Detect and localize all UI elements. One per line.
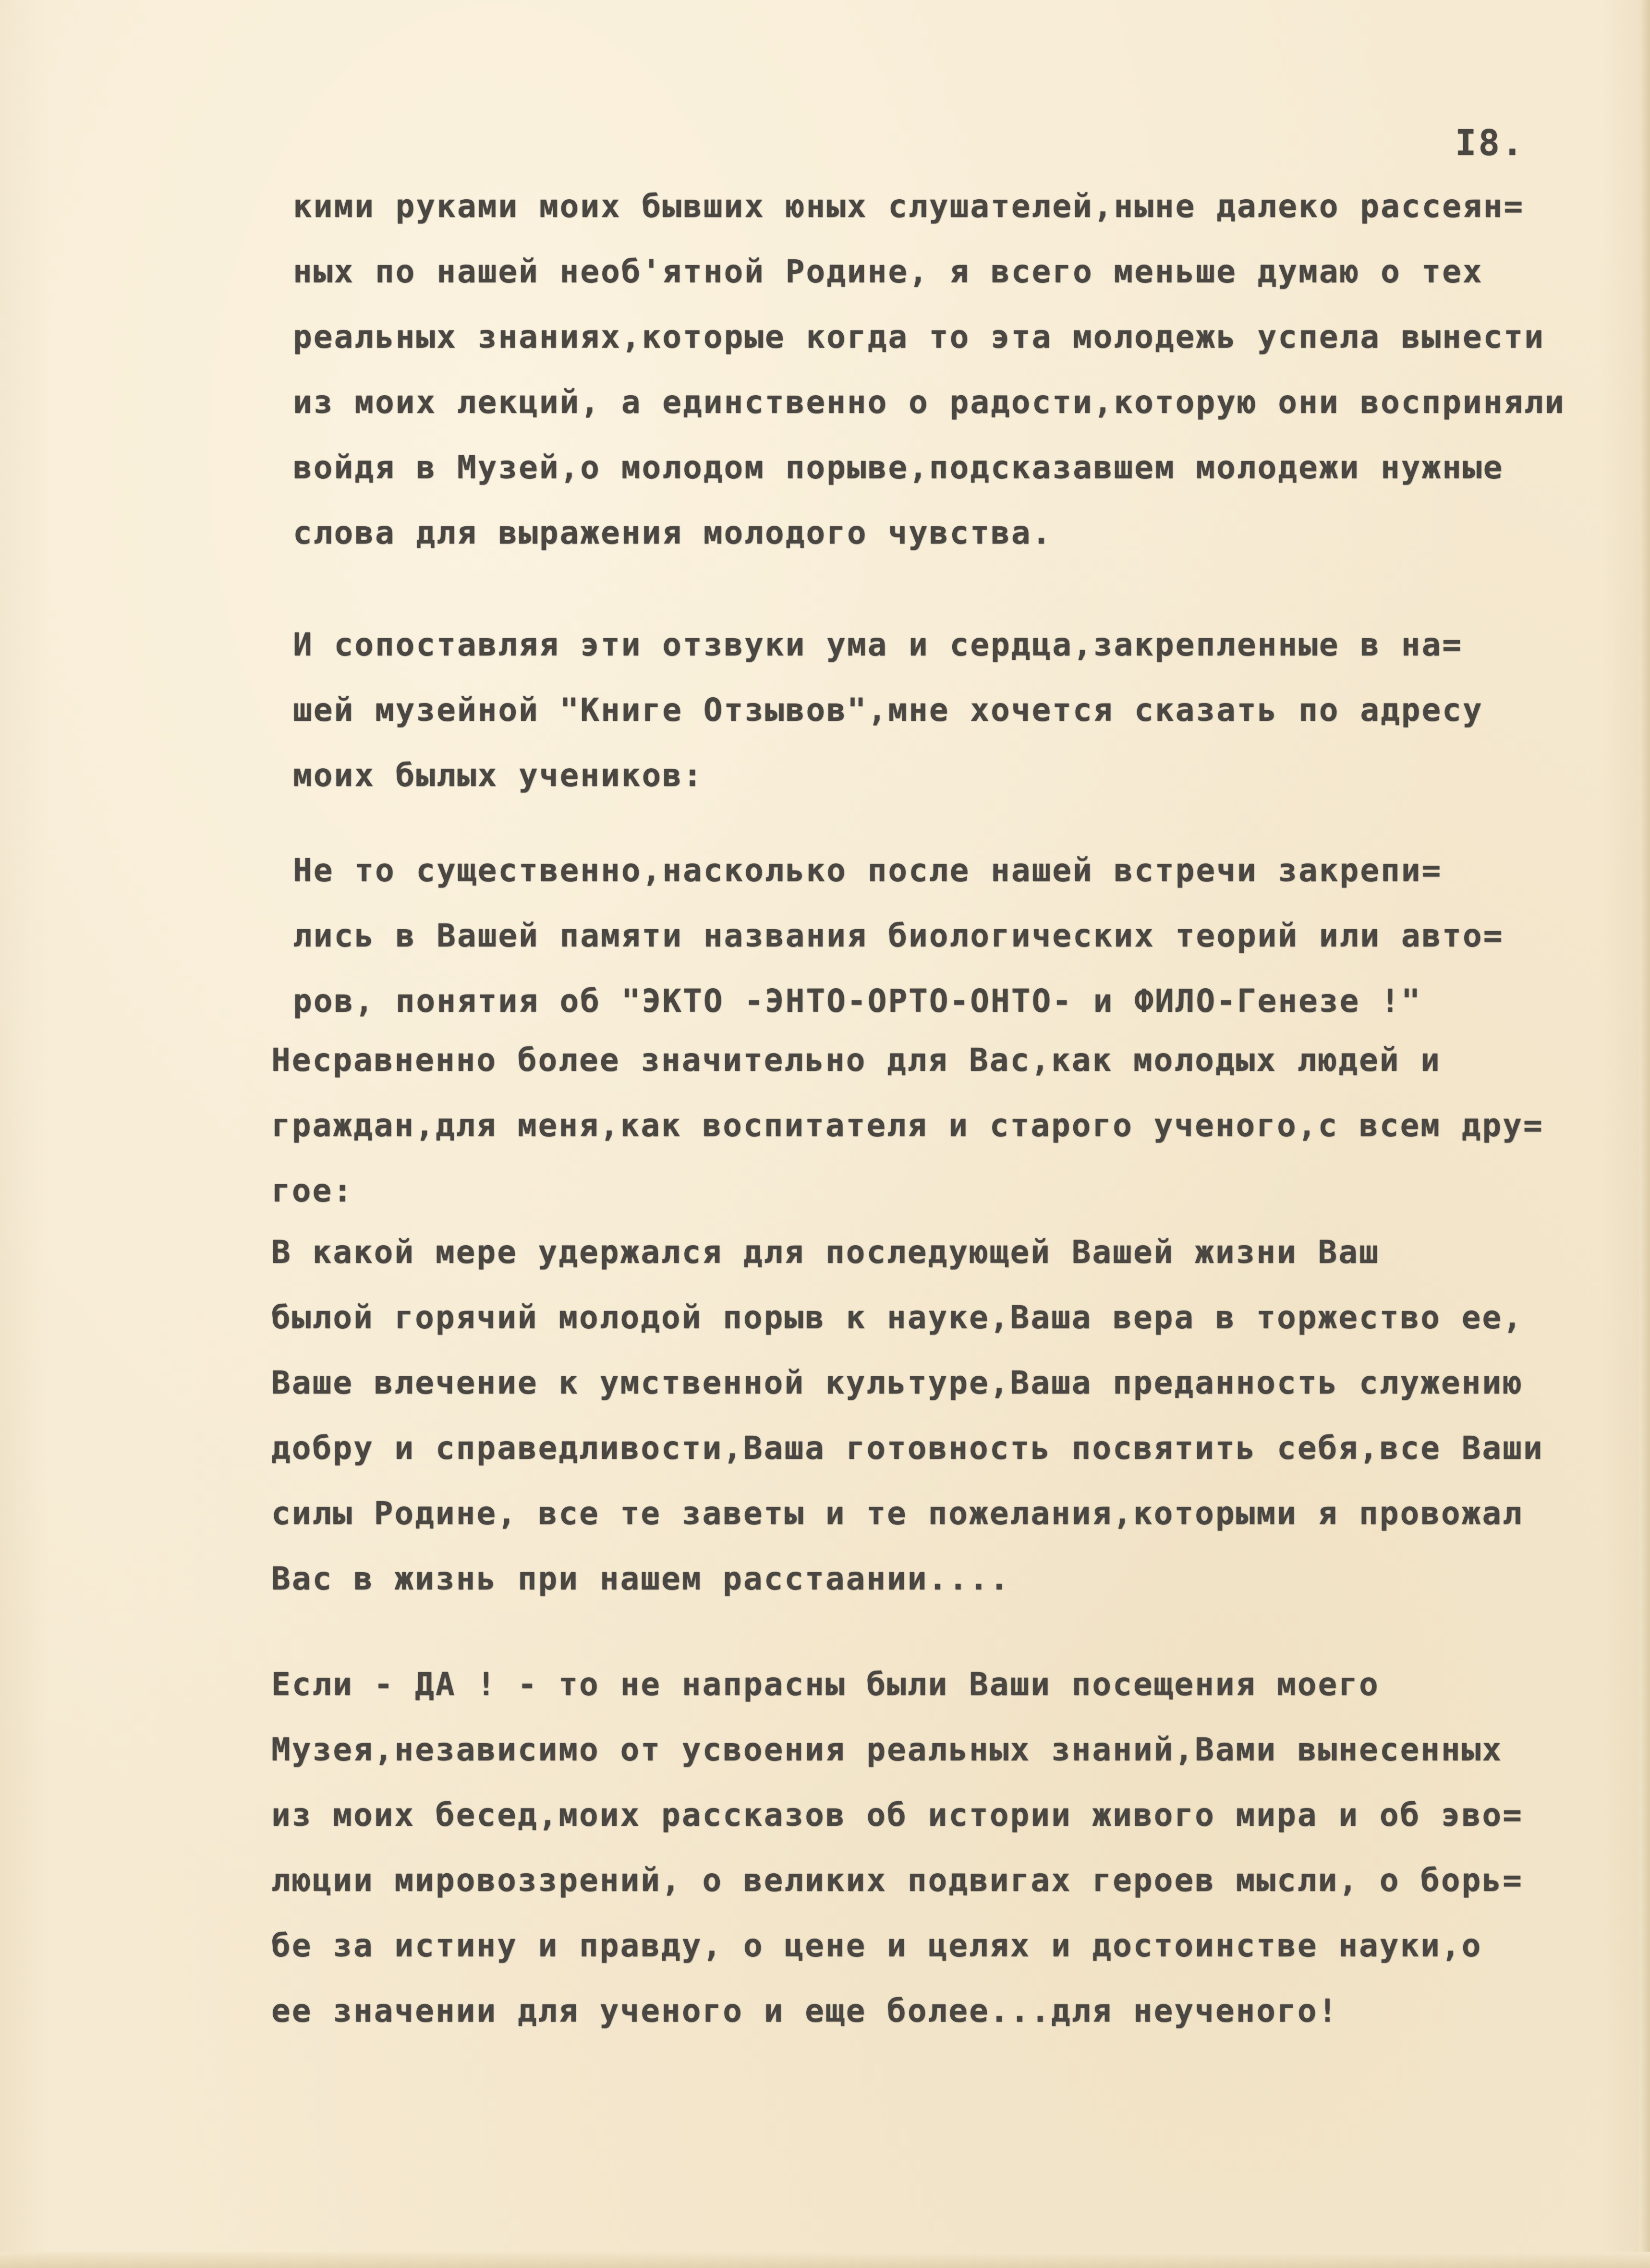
paragraph-6: Если - ДА ! - то не напрасны были Ваши посещения моего Музея,независимо от усвоения реальных знаний,Вами вынесенных из моих бесед,моих рассказов об истории живого мира и об эво= люции мировоззрений, о великих подвигах героев мысли, о борь= бе за истину и правду, о цене и целях и достоинстве науки,о ее значении для ученого и еще более...для неученого! [271,1666,1523,2029]
paragraph-3: Не то существенно,насколько после нашей встречи закрепи= лись в Вашей памяти названия биологических теорий или авто= ров, понятия об "ЭКТО -ЭНТО-ОРТО-ОНТО- и ФИЛО-Генезе !" [293,852,1504,1019]
paragraph-2: И сопоставляя эти отзвуки ума и сердца,закрепленные в на= шей музейной "Книге Отзывов",мне хочется сказать по адресу моих былых учеников: [293,626,1483,794]
paper-edge-right [1639,0,1650,2268]
paragraph-5: В какой мере удержался для последующей Вашей жизни Ваш былой горячий молодой порыв к науке,Ваша вера в торжество ее, Ваше влечение к умственной культуре,Ваша преданность служению добру и справедливости,Ваша готовность посвятить себя,все Ваши силы Родине, все те заветы и те пожелания,которыми я провожал Вас в жизнь при нашем расстаании.... [271,1234,1544,1597]
paper-edge-bottom [0,2252,1650,2268]
page-number: I8. [1455,122,1525,164]
paragraph-1: кими руками моих бывших юных слушателей,ныне далеко рассеян= ных по нашей необ'ятной Родине, я всего меньше думаю о тех реальных знаниях,которые когда то эта молодежь успела вынести из моих лекций, а единственно о радости,которую они восприняли войдя в Музей,о молодом порыве,подсказавшем молодежи нужные слова для выражения молодого чувства. [293,188,1565,551]
paragraph-4: Несравненно более значительно для Вас,как молодых людей и граждан,для меня,как воспитателя и старого ученого,с всем дру= гое: [271,1042,1544,1209]
